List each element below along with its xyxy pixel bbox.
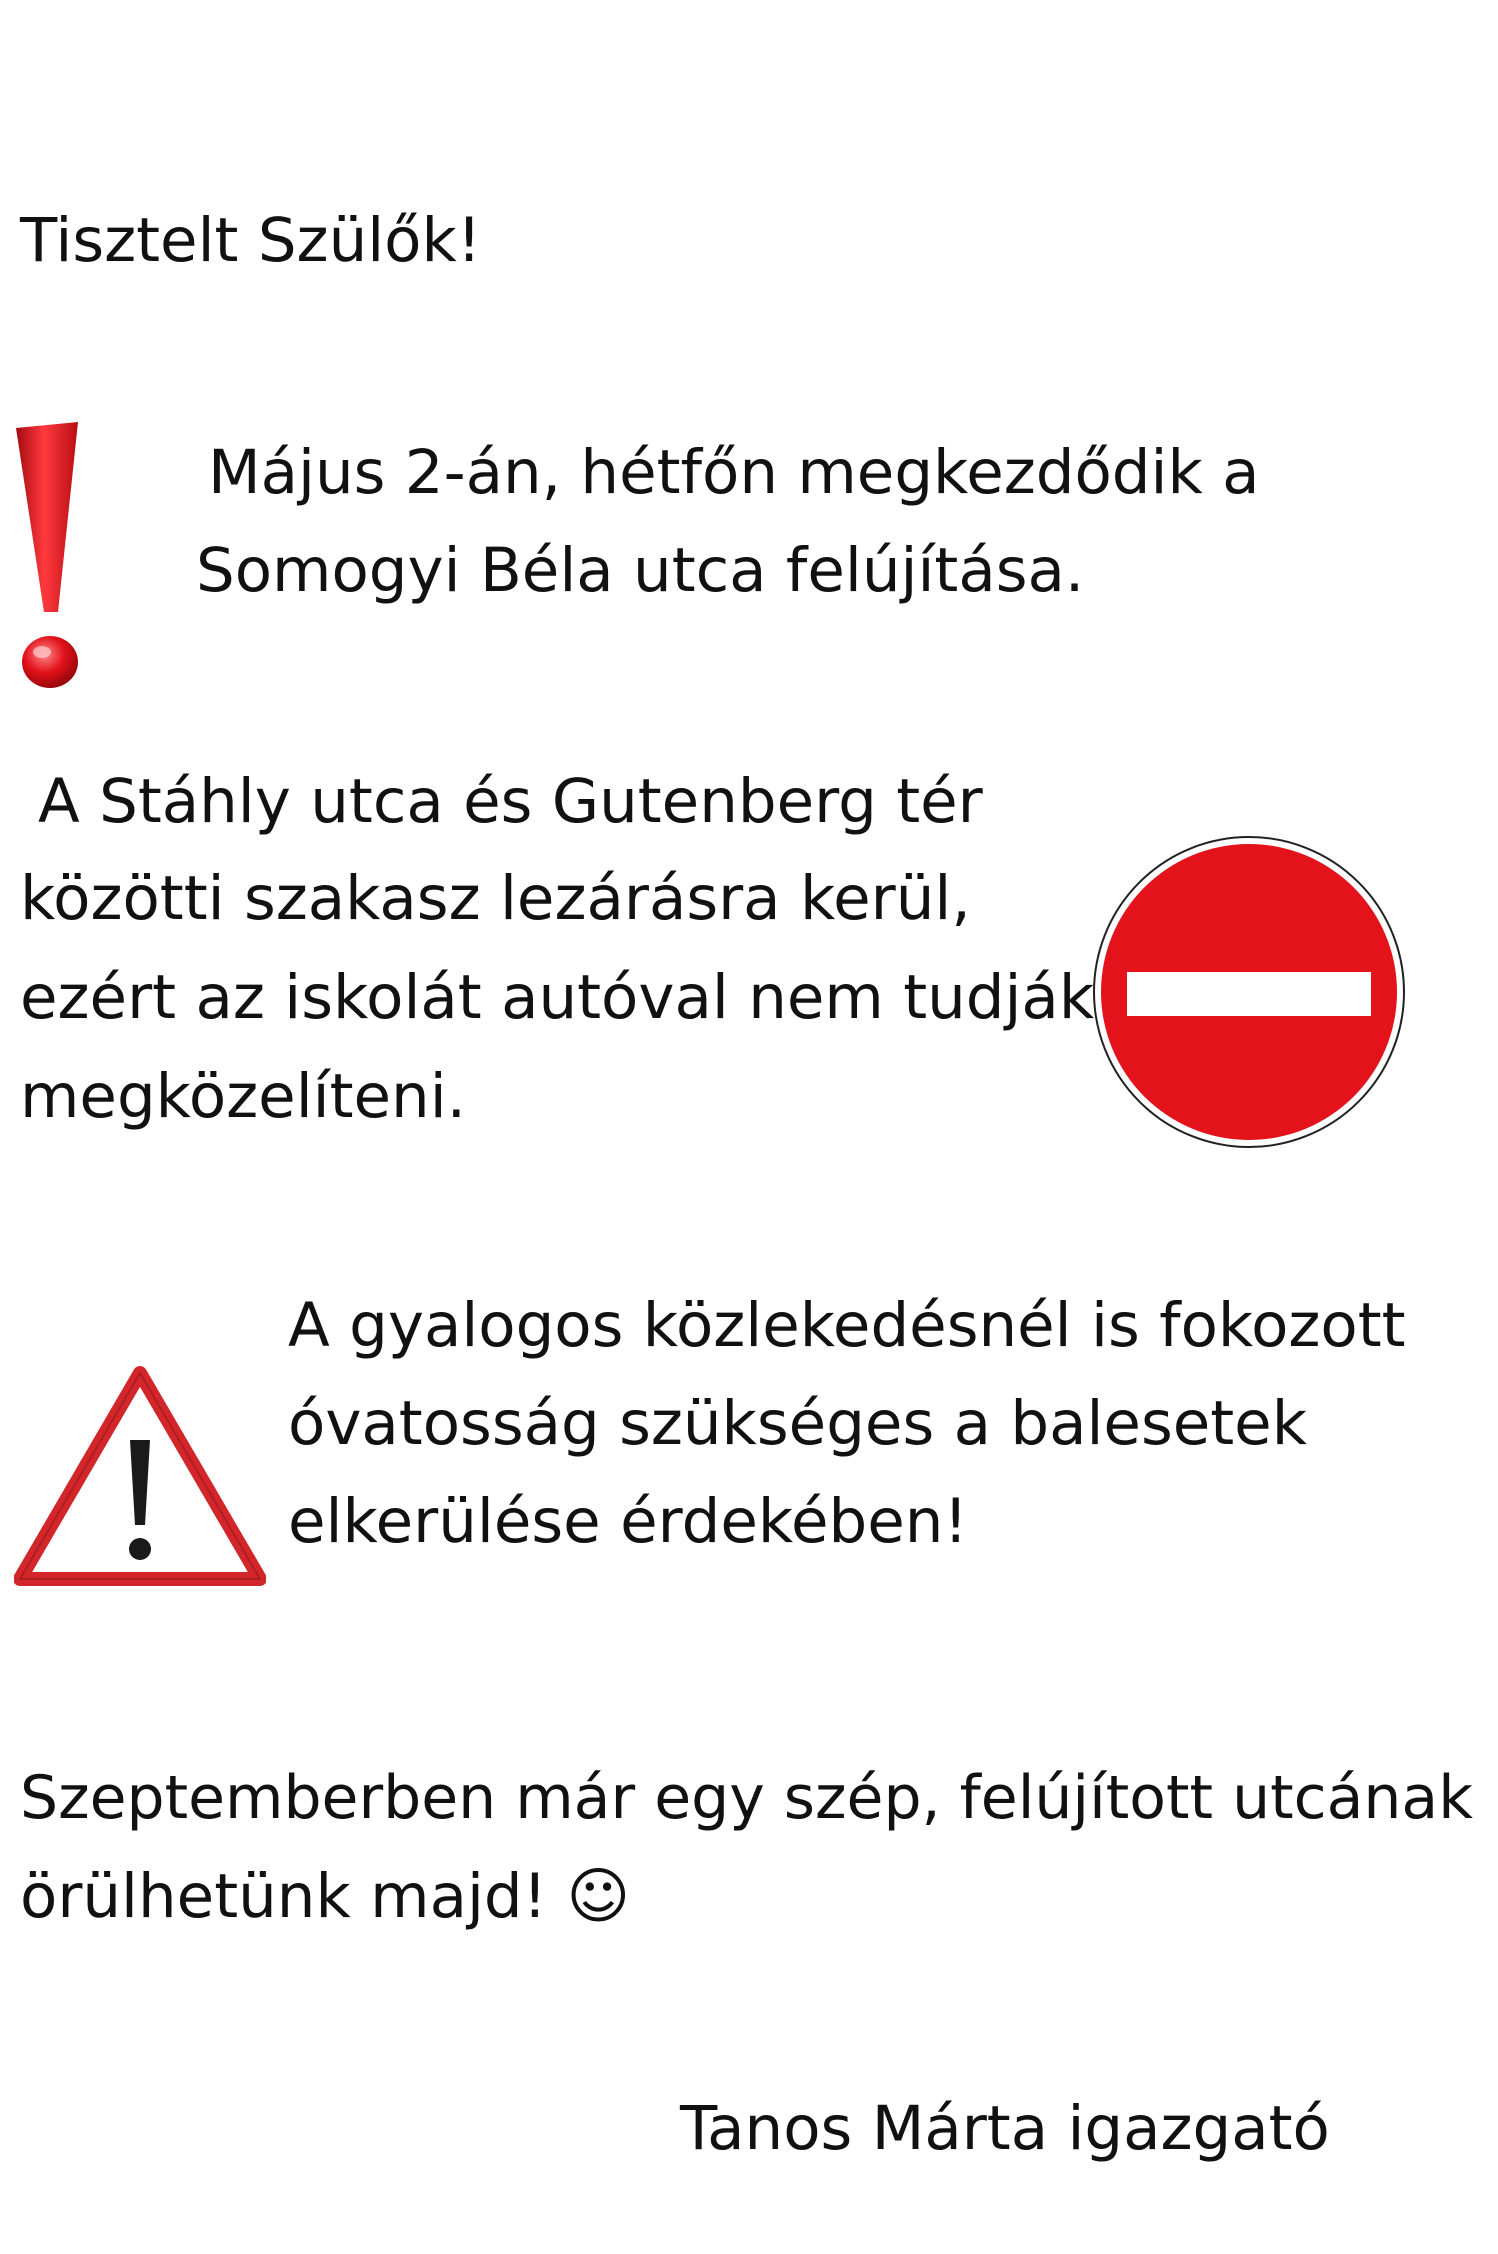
paragraph1-line1: Május 2-án, hétfőn megkezdődik a (208, 437, 1260, 508)
warning-triangle-icon (14, 1365, 266, 1590)
paragraph3-line2: óvatosság szükséges a balesetek (288, 1388, 1308, 1459)
closing-line1: Szeptemberben már egy szép, felújított utcának (20, 1763, 1473, 1833)
paragraph2-line4: megközelíteni. (20, 1061, 467, 1132)
closing-line2: örülhetünk majd! ☺ (20, 1861, 631, 1932)
greeting: Tisztelt Szülők! (20, 205, 482, 276)
paragraph1-line2: Somogyi Béla utca felújítása. (196, 535, 1085, 606)
paragraph2-line3: ezért az iskolát autóval nem tudják (20, 962, 1095, 1033)
paragraph3-line1: A gyalogos közlekedésnél is fokozott (288, 1290, 1406, 1361)
paragraph2-line2: közötti szakasz lezárásra kerül, (20, 863, 971, 934)
paragraph3-line3: elkerülése érdekében! (288, 1486, 968, 1557)
signature: Tanos Márta igazgató (680, 2093, 1330, 2164)
no-entry-sign-icon (1092, 835, 1406, 1149)
paragraph2-line1: A Stáhly utca és Gutenberg tér (38, 766, 983, 837)
exclamation-mark-icon (8, 422, 88, 692)
